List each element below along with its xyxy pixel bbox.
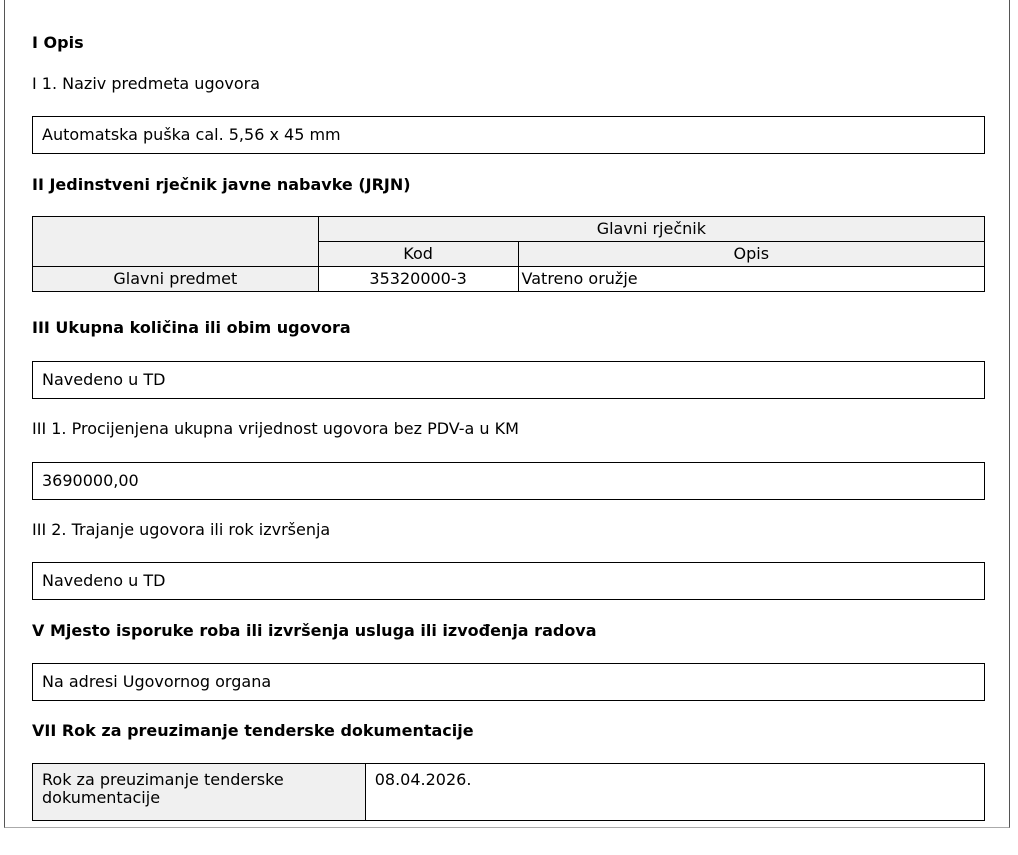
section-heading-jrjn: II Jedinstveni rječnik javne nabavke (JRJN) [32,175,411,194]
jrjn-col-opis: Opis [518,242,984,267]
table-row [33,267,985,292]
section-heading-mjesto: V Mjesto isporuke roba ili izvršenja usluga ili izvođenja radova [32,621,597,640]
mjesto-value-box: Na adresi Ugovornog organa [32,663,985,701]
jrjn-header-row [33,217,985,242]
trajanje-label: III 2. Trajanje ugovora ili rok izvršenja [32,520,331,539]
kolicina-value-box: Navedeno u TD [32,361,985,399]
vrijednost-label: III 1. Procijenjena ukupna vrijednost ugovora bez PDV-a u KM [32,419,519,438]
jrjn-row-kod: 35320000-3 [318,267,518,292]
section-heading-opis: I Opis [32,33,84,52]
jrjn-col-kod: Kod [318,242,518,267]
jrjn-corner-cell [33,217,319,267]
rok-value-cell: 08.04.2026. [365,764,984,821]
jrjn-row-opis: Vatreno oružje [518,267,984,292]
jrjn-row-label: Glavni predmet [33,267,319,292]
rok-label-cell: Rok za preuzimanje tenderske dokumentacije [33,764,366,821]
naziv-label: I 1. Naziv predmeta ugovora [32,74,261,93]
rok-table [32,763,985,821]
jrjn-group-header: Glavni rječnik [318,217,984,242]
document-page [4,0,1010,828]
section-heading-rok: VII Rok za preuzimanje tenderske dokumentacije [32,721,474,740]
trajanje-value-box: Navedeno u TD [32,562,985,600]
vrijednost-value-box: 3690000,00 [32,462,985,500]
jrjn-table [32,216,985,292]
naziv-value-box: Automatska puška cal. 5,56 x 45 mm [32,116,985,154]
section-heading-kolicina: III Ukupna količina ili obim ugovora [32,318,351,337]
table-row [33,764,985,821]
